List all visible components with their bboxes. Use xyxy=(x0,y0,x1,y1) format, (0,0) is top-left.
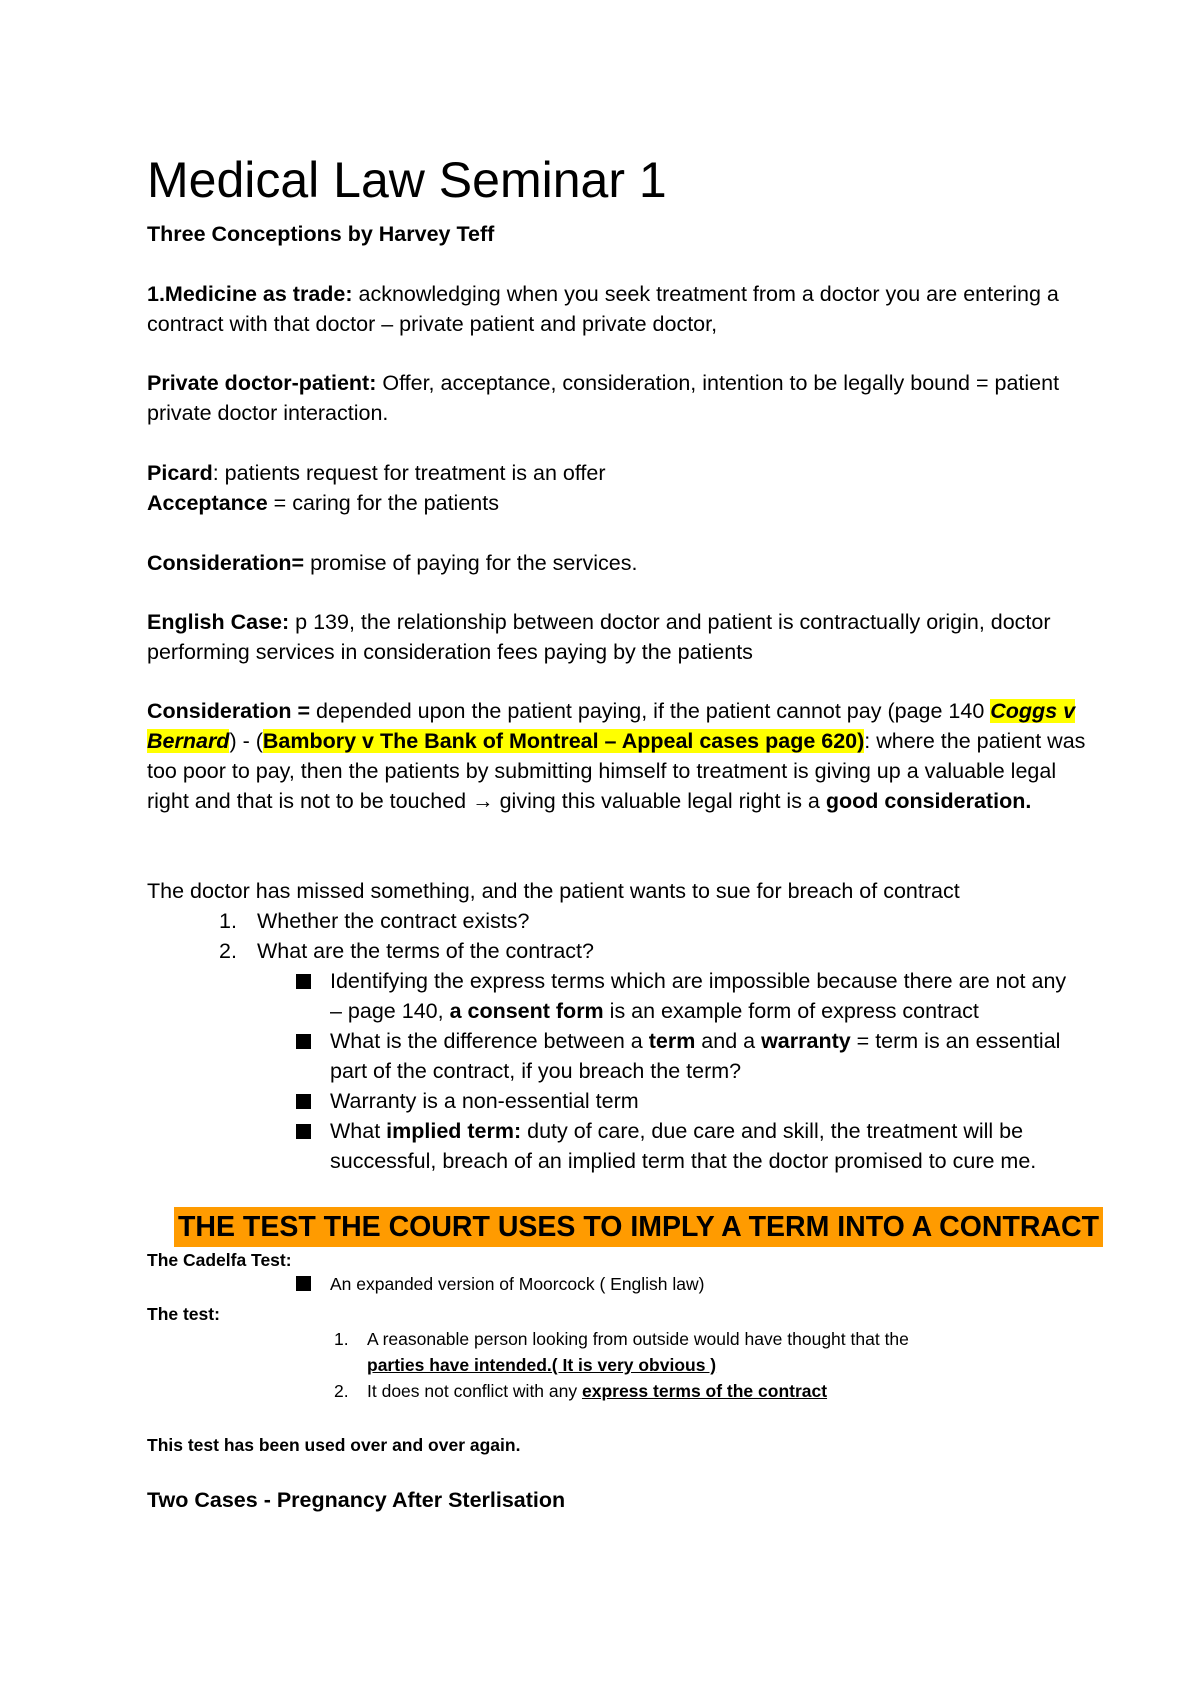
square-bullet-icon xyxy=(296,974,311,989)
list-item: Warranty is a non-essential term xyxy=(0,1086,1070,1116)
label: Picard xyxy=(147,461,213,485)
paragraph-medicine-as-trade: 1.Medicine as trade: acknowledging when you seek treatment from a doctor you are entering a contract with that doctor – private patient and private doctor, xyxy=(147,282,1059,336)
square-bullet-icon xyxy=(296,1276,311,1291)
list-item: What implied term: duty of care, due care and skill, the treatment will be successful, breach of an implied term that the doctor promised to cure me. xyxy=(0,1116,1070,1176)
terms-bullet-list xyxy=(0,966,1200,1176)
label: Consideration= xyxy=(147,551,305,575)
list-item: 1. Whether the contract exists? xyxy=(219,909,530,933)
page-title: Medical Law Seminar 1 xyxy=(147,152,667,208)
square-bullet-icon xyxy=(296,1034,311,1049)
list-item: Identifying the express terms which are impossible because there are not any – page 140, a consent form is an example form of express contract xyxy=(0,966,1070,1026)
paragraph-english-case: English Case: p 139, the relationship between doctor and patient is contractually origin, doctor performing services in consideration fees paying by the patients xyxy=(147,610,1051,664)
question-list xyxy=(147,906,1087,966)
paragraph-acceptance: Acceptance = caring for the patients xyxy=(147,491,499,515)
list-item: 2. What are the terms of the contract? xyxy=(219,939,594,963)
section-heading-two-cases: Two Cases - Pregnancy After Sterlisation xyxy=(147,1488,566,1512)
section-banner: THE TEST THE COURT USES TO IMPLY A TERM INTO A CONTRACT xyxy=(174,1207,1103,1247)
square-bullet-icon xyxy=(296,1124,311,1139)
cadelfa-label: The Cadelfa Test: xyxy=(147,1250,292,1270)
label: Private doctor-patient: xyxy=(147,371,377,395)
cadelfa-bullet: An expanded version of Moorcock ( English law) xyxy=(330,1274,705,1294)
label: Acceptance xyxy=(147,491,268,515)
closing-line: This test has been used over and over again. xyxy=(147,1435,521,1455)
test-item-1-line-1: A reasonable person looking from outside would have thought that the xyxy=(367,1329,909,1349)
test-item-2: It does not conflict with any express terms of the contract xyxy=(367,1381,828,1401)
test-item-1-line-2: parties have intended.( It is very obvious ) xyxy=(367,1355,717,1375)
paragraph-breach: The doctor has missed something, and the patient wants to sue for breach of contract xyxy=(147,879,960,903)
test-label: The test: xyxy=(147,1304,220,1324)
test-item-1-number: 1. xyxy=(334,1329,349,1349)
paragraph-picard: Picard: patients request for treatment is an offer xyxy=(147,461,606,485)
label: 1.Medicine as trade: xyxy=(147,282,353,306)
paragraph-consideration: Consideration= promise of paying for the services. xyxy=(147,551,638,575)
case-highlight-bambory: Bambory v The Bank of Montreal – Appeal cases page 620) xyxy=(262,729,865,753)
paragraph-consideration-detail: Consideration = depended upon the patient paying, if the patient cannot pay (page 140 Coggs v Bernard) - (Bambory v The Bank of Montreal – Appeal cases page 620): where the patient was too poor to pay, then the patients by submitting himself to treatment is giving up a valuable legal right and that is not to be touched → giving this valuable legal right is a good consideration. xyxy=(147,699,1086,813)
subtitle: Three Conceptions by Harvey Teff xyxy=(147,222,495,246)
label: English Case: xyxy=(147,610,290,634)
paragraph-private-doctor-patient: Private doctor-patient: Offer, acceptance, consideration, intention to be legally bound = patient private doctor interaction. xyxy=(147,371,1060,425)
label: Consideration = xyxy=(147,699,311,723)
list-item: What is the difference between a term and a warranty = term is an essential part of the contract, if you breach the term? xyxy=(0,1026,1070,1086)
case-highlight-coggs: Coggs v Bernard xyxy=(147,699,1076,753)
square-bullet-icon xyxy=(296,1094,311,1109)
test-item-2-number: 2. xyxy=(334,1381,349,1401)
